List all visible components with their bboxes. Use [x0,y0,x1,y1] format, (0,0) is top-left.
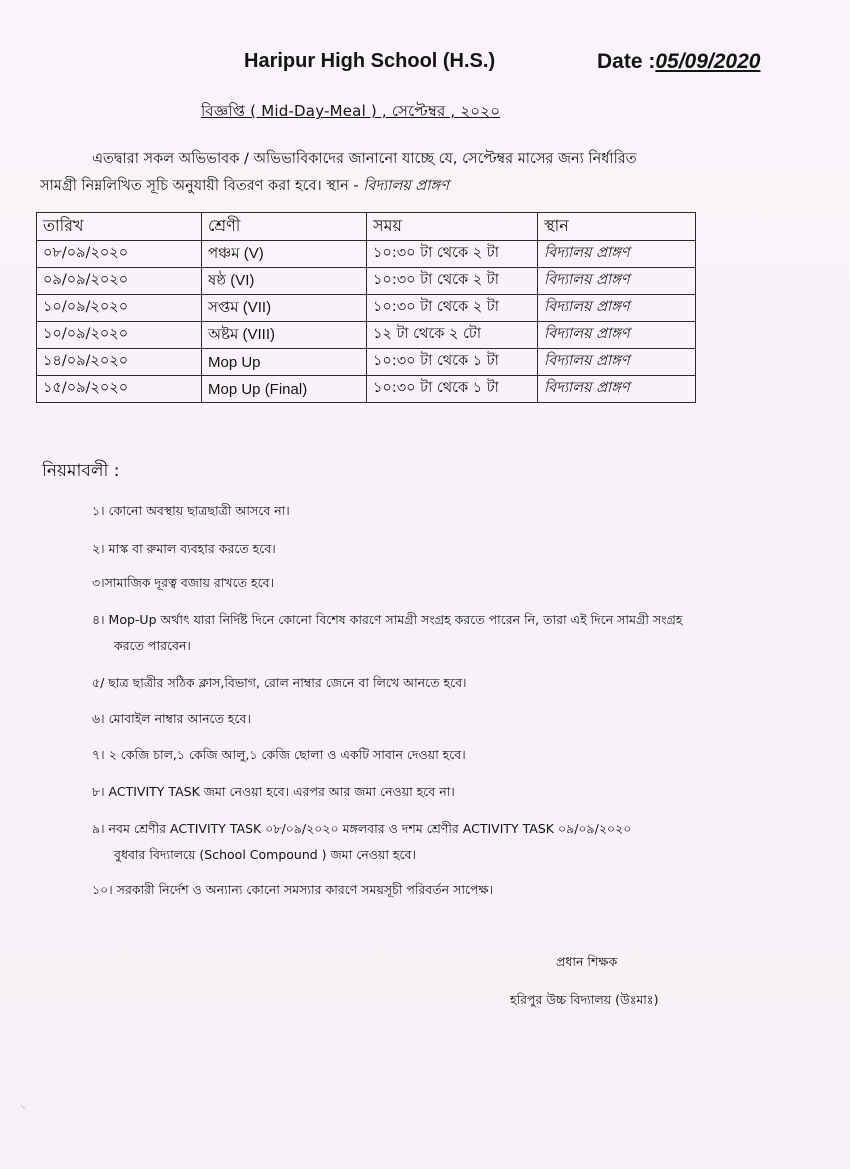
cell-place: বিদ্যালয় প্রাঙ্গণ [538,268,696,295]
cell-class: পঞ্চম (V) [202,241,367,268]
cell-date: ১৪/০৯/২০২০ [37,349,202,376]
header-time: সময় [367,213,538,241]
cell-date: ০৯/০৯/২০২০ [37,268,202,295]
intro-line-2 [40,173,780,200]
rule-text: ৪। Mop-Up অর্থাৎ যারা নির্দিষ্ট দিনে কোনো বিশেষ কারণে সামগ্রী সংগ্রহ করতে পারেন নি, তারা এই দিনে সামগ্রী সংগ্রহ [92,612,683,627]
rule-item [92,821,631,867]
intro-line-2-text: সামগ্রী নিম্নলিখিত সূচি অনুযায়ী বিতরণ করা হবে। স্থান - [40,178,364,194]
table-row [37,322,696,349]
cell-time: ১০:৩০ টা থেকে ২ টা [367,295,538,322]
table-row [37,376,696,403]
table-header-row [37,213,696,241]
rule-item: ৫/ ছাত্র ছাত্রীর সঠিক ক্লাস,বিভাগ, রোল নাম্বার জেনে বা লিখে আনতে হবে। [92,675,467,690]
rule-item: ২। মাস্ক বা রুমাল ব্যবহার করতে হবে। [92,541,276,556]
distribution-schedule-table [36,212,696,403]
rule-item: ৩।সামাজিক দূরত্ব বজায় রাখতে হবে। [92,575,275,590]
cell-date: ১৫/০৯/২০২০ [37,376,202,403]
signature-title: প্রধান শিক্ষক [556,954,618,969]
cell-date: ১০/০৯/২০২০ [37,322,202,349]
cell-date: ০৮/০৯/২০২০ [37,241,202,268]
header-class: শ্রেণী [202,213,367,241]
cell-date: ১০/০৯/২০২০ [37,295,202,322]
cell-class: Mop Up (Final) [202,376,367,403]
rule-item: ৬। মোবাইল নাম্বার আনতে হবে। [92,711,251,726]
intro-paragraph [40,146,780,200]
school-name: Haripur High School (H.S.) [244,50,496,72]
rule-item: ৮। ACTIVITY TASK জমা নেওয়া হবে। এরপর আর জমা নেওয়া হবে না। [92,784,455,799]
date-value: 05/09/2020 [655,50,761,73]
rule-continuation: বুধবার বিদ্যালয়ে (School Compound ) জমা নেওয়া হবে। [114,847,416,862]
rule-text: ৯। নবম শ্রেণীর ACTIVITY TASK ০৮/০৯/২০২০ মঙ্গলবার ও দশম শ্রেণীর ACTIVITY TASK ০৯/০৯/২০২০ [92,821,632,836]
cell-class: ষষ্ঠ (VI) [202,268,367,295]
cell-class: সপ্তম (VII) [202,295,367,322]
table-row [37,268,696,295]
cell-class: অষ্টম (VIII) [202,322,367,349]
intro-line-1: এতদ্বারা সকল অভিভাবক / অভিভাবিকাদের জানানো যাচ্ছে যে, সেপ্টেম্বর মাসের জন্য নির্ধারিত [92,151,637,167]
date-label: Date : [597,50,656,73]
signature-school: হরিপুর উচ্চ বিদ্যালয় (উঃমাঃ) [510,992,659,1007]
notice-title: বিজ্ঞপ্তি ( Mid-Day-Meal ) , সেপ্টেম্বর , ২০২০ [201,102,501,120]
table-row [37,349,696,376]
table-row [37,295,696,322]
header-date: তারিখ [37,213,202,241]
intro-place: বিদ্যালয় প্রাঙ্গণ [363,178,449,194]
rule-item: ১। কোনো অবস্থায় ছাত্রছাত্রী আসবে না। [92,503,290,518]
cell-place: বিদ্যালয় প্রাঙ্গণ [538,295,696,322]
cell-time: ১০:৩০ টা থেকে ২ টা [367,268,538,295]
cell-time: ১০:৩০ টা থেকে ২ টা [367,241,538,268]
rules-heading: নিয়মাবলী : [42,461,120,481]
rule-item [92,612,682,658]
cell-place: বিদ্যালয় প্রাঙ্গণ [538,376,696,403]
cell-place: বিদ্যালয় প্রাঙ্গণ [538,322,696,349]
cell-class: Mop Up [202,349,367,376]
rule-item: ৭। ২ কেজি চাল,১ কেজি আলু,১ কেজি ছোলা ও একটি সাবান দেওয়া হবে। [92,747,466,762]
cell-time: ১০:৩০ টা থেকে ১ টা [367,349,538,376]
cell-time: ১২ টা থেকে ২ টো [367,322,538,349]
rule-item: ১০। সরকারী নির্দেশ ও অন্যান্য কোনো সমস্যার কারণে সময়সূচী পরিবর্তন সাপেক্ষ। [92,882,494,897]
rule-continuation: করতে পারবেন। [114,638,191,653]
header-place: স্থান [538,213,696,241]
cell-place: বিদ্যালয় প্রাঙ্গণ [538,241,696,268]
cell-place: বিদ্যালয় প্রাঙ্গণ [538,349,696,376]
notice-date [597,50,760,74]
scan-mark: ⸜ [20,1098,26,1111]
table-row [37,241,696,268]
cell-time: ১০:৩০ টা থেকে ১ টা [367,376,538,403]
